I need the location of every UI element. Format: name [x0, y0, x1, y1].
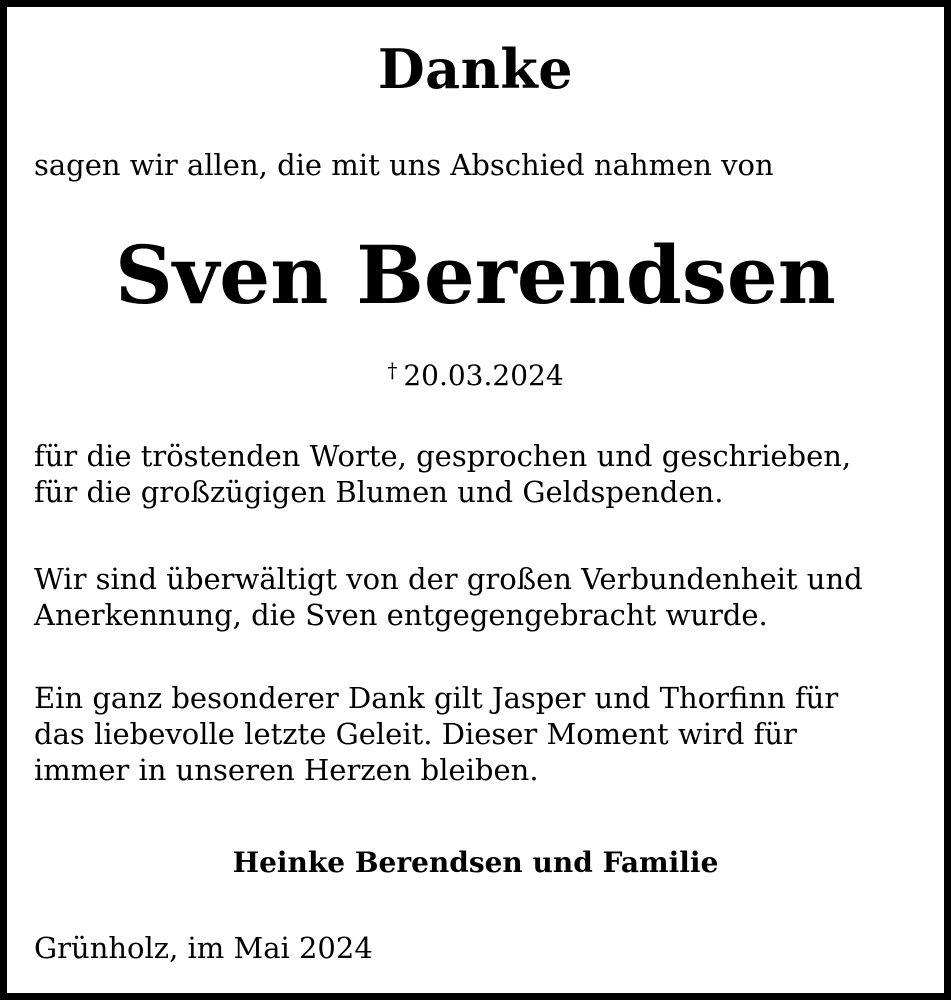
thanks-paragraph-3	[34, 680, 934, 788]
thanks-paragraph-1	[34, 438, 934, 510]
paragraph-line: für die tröstenden Worte, gesprochen und geschrieben,	[34, 439, 852, 473]
paragraph-line: immer in unseren Herzen bleiben.	[34, 753, 539, 787]
death-date-line	[0, 350, 951, 396]
paragraph-line: Anerkennung, die Sven entgegengebracht wurde.	[34, 598, 768, 632]
thanks-paragraph-2	[34, 561, 934, 633]
notice-heading: Danke	[377, 37, 574, 101]
paragraph-line: das liebevolle letzte Geleit. Dieser Moment wird für	[34, 717, 797, 751]
paragraph-line: Ein ganz besonderer Dank gilt Jasper und Thorfinn für	[34, 681, 839, 715]
intro-text: sagen wir allen, die mit uns Abschied nahmen von	[34, 148, 774, 182]
death-date: 20.03.2024	[403, 359, 564, 392]
family-signature: Heinke Berendsen und Familie	[232, 846, 719, 879]
deceased-name: Sven Berendsen	[115, 228, 836, 322]
paragraph-line: Wir sind überwältigt von der großen Verbundenheit und	[34, 562, 863, 596]
death-cross-symbol: †	[387, 358, 398, 382]
paragraph-line: für die großzügigen Blumen und Geldspenden.	[34, 475, 724, 509]
place-and-date: Grünholz, im Mai 2024	[34, 931, 373, 965]
